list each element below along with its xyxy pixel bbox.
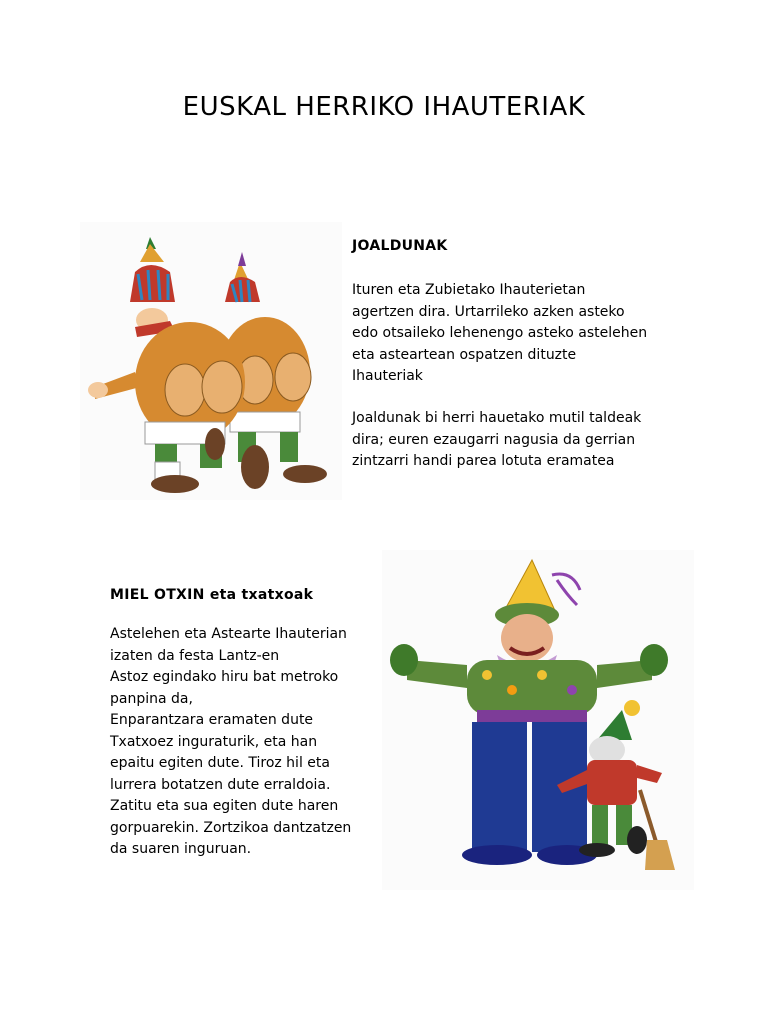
- joaldunak-paragraph-1: Ituren eta Zubietako Ihauterietan agertzen dira. Urtarrileko azken asteko edo otsaileko lehenengo asteko astelehen eta asteartean ospatzen dituzte Ihauteriak: [352, 282, 648, 384]
- page-title: EUSKAL HERRIKO IHAUTERIAK: [182, 92, 586, 122]
- section-heading-miel-otxin: MIEL OTXIN eta txatxoak: [110, 587, 314, 603]
- joaldunak-illustration: [80, 222, 342, 500]
- joaldun-figure-left: [88, 237, 245, 493]
- joaldunak-paragraph-2: Joaldunak bi herri hauetako mutil taldeak dira; euren ezaugarri nagusia da gerrian zintzarri handi parea lotuta eramatea: [352, 410, 642, 469]
- miel-otxin-illustration: [382, 550, 694, 890]
- miel-otxin-paragraph: Astelehen eta Astearte Ihauterian izaten da festa Lantz-en Astoz egindako hiru bat metroko panpina da, Enparantzara eramaten dute Txatxoez inguraturik, eta han epaitu egiten dute. Tiroz hil eta lurrera botatzen dute erraldoia. Zatitu eta sua egiten dute haren gorpuarekin. Zortzikoa dantzatzen da suaren inguruan.: [110, 626, 352, 857]
- section-heading-joaldunak: JOALDUNAK: [352, 238, 448, 254]
